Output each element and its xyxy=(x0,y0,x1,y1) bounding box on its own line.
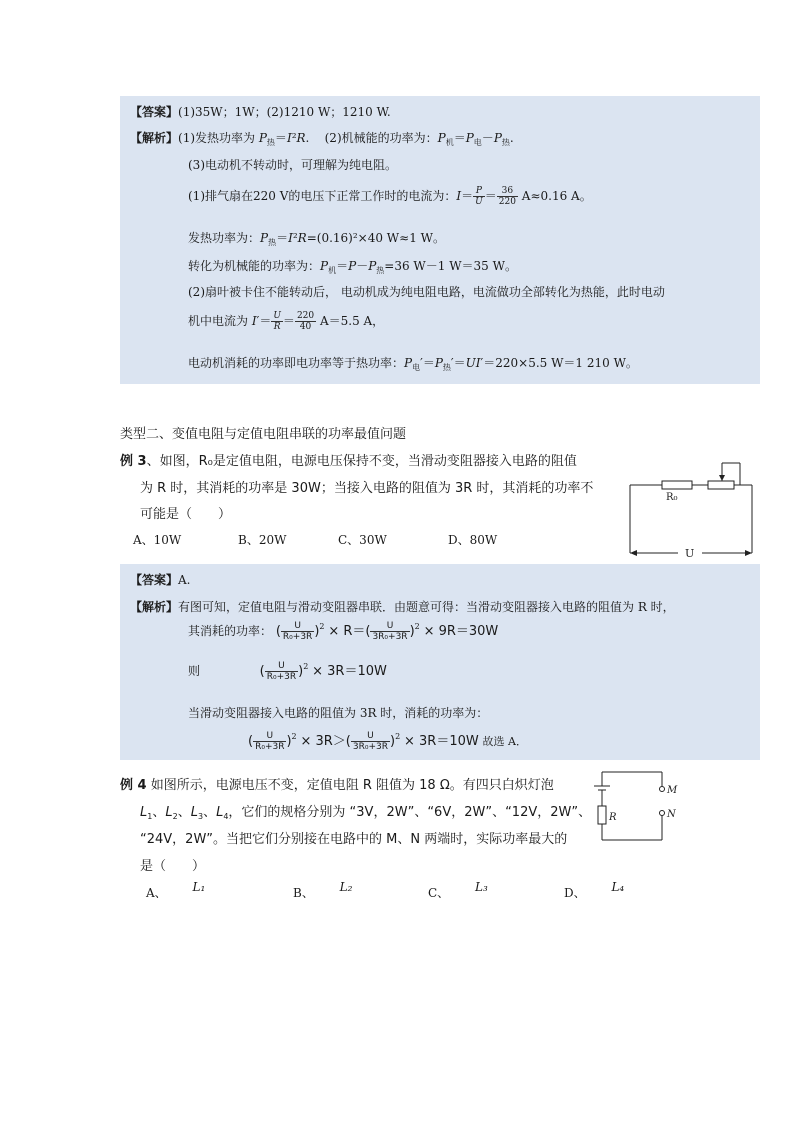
example3-line-1: 例 3、如图，R₀是定值电阻，电源电压保持不变，当滑动变阻器接入电路的阻值 xyxy=(120,454,577,469)
analysis-label: 【解析】 xyxy=(130,131,179,145)
example3-line-3: 可能是（ ） xyxy=(140,507,232,522)
analysis-line-4: 发热功率为：$P_热=I^2R=(0.16)^2\times 40$ W≈1 W。 xyxy=(188,231,445,247)
section-title: 类型二、变值电阻与定值电阻串联的功率最值问题 xyxy=(120,427,407,442)
slider-arrow-icon xyxy=(719,475,725,481)
analysis3-line-1: 【解析】有图可知，定值电阻与滑动变阻器串联．由题意可得：当滑动变阻器接入电路的阻值为 R 时， xyxy=(130,600,675,614)
answer-text: (1)35W；1W；(2)1210 W；1210 W. xyxy=(178,105,391,119)
answer3-line: 【答案】A. xyxy=(130,573,191,587)
fixed-resistor-r0 xyxy=(662,481,692,489)
example4-label: 例 4 xyxy=(120,778,147,793)
analysis3-line-3: 则 ( $\frac{U}{\text{R₀+3R}}$ )$^2$ × 3R＝10W xyxy=(188,661,387,682)
circuit-label-r: R xyxy=(609,812,617,823)
resistor-r xyxy=(598,806,606,824)
example4-option-c: C、 L₃ xyxy=(428,880,488,900)
example4-line-4: 是（ ） xyxy=(140,859,206,874)
example3-option-b: B、20W xyxy=(238,533,287,547)
example3-label: 例 3 xyxy=(120,454,147,469)
example3-line-2: 为 R 时，其消耗的功率是 30W；当接入电路的阻值为 3R 时，其消耗的功率不 xyxy=(140,481,594,496)
circuit-label-n: N xyxy=(667,809,676,820)
analysis-line-3: (1)排气扇在220 V的电压下正常工作时的电流为：I＝ $\frac{P}{U}$ ＝ $\frac{36}{220}$ A≈0.16 A。 xyxy=(188,186,592,207)
example3-option-d: D、80W xyxy=(448,533,498,547)
example3-circuit-diagram xyxy=(622,455,762,563)
analysis-line-2: (3)电动机不转动时，可理解为纯电阻。 xyxy=(188,158,397,172)
example4-line-3: “24V，2W”。当把它们分别接在电路中的 M、N 两端时，实际功率最大的 xyxy=(140,832,568,847)
example4-line-2: $L_1$、$L_2$、$L_3$、$L_4$，它们的规格分别为 “3V，2W”、“6V，2W”、“12V，2W”、 xyxy=(140,805,592,821)
arrow-right-icon xyxy=(745,550,752,556)
circuit-label-r0: R₀ xyxy=(666,492,678,503)
example4-option-b: B、 L₂ xyxy=(293,880,353,900)
analysis3-line-4: 当滑动变阻器接入电路的阻值为 3R 时，消耗的功率为： xyxy=(188,706,489,720)
analysis3-line-5: ( $\frac{U}{\text{R₀+3R}}$ )$^2$ × 3R＞( $\frac{U}{\text{3R₀+3R}}$ )$^2$ × 3R＝10W 故选 A． xyxy=(248,731,527,752)
example3-option-a: A、10W xyxy=(133,533,182,547)
answer-label: 【答案】 xyxy=(130,105,179,119)
circuit-label-m: M xyxy=(667,785,678,796)
example4-option-d: D、 L₄ xyxy=(564,880,625,900)
terminal-n xyxy=(660,811,665,816)
analysis-line-7: 机中电流为 I′＝ $\frac{U}{R}$ ＝ $\frac{220}{40}$ A＝5.5 A， xyxy=(188,311,385,332)
analysis-line-8: 电动机消耗的功率即电功率等于热功率：$P_电'=P_热'=UI'=220\times 5.5$ W＝1 210 W。 xyxy=(188,356,638,372)
analysis-line-6: (2)扇叶被卡住不能转动后， 电动机成为纯电阻电路，电流做功全部转化为热能，此时电动 xyxy=(188,285,665,299)
analysis-line-1: 【解析】(1)发热功率为 $P_热=I^2R$. (2)机械能的功率为：$P_机=P_电-P_热$. xyxy=(130,131,514,147)
sliding-rheostat xyxy=(708,481,734,489)
answer-line-1 xyxy=(130,103,391,120)
analysis3-line-2: 其消耗的功率： ( $\frac{U}{\text{R₀+3R}}$ )$^2$ × R＝( $\frac{U}{\text{3R₀+3R}}$ )$^2$ × 9R＝30W xyxy=(188,621,499,642)
circuit-label-u: U xyxy=(685,547,695,560)
analysis-line-5: 转化为机械能的功率为：$P_机=P-P_热=36$ W－1 W＝35 W。 xyxy=(188,259,517,275)
arrow-left-icon xyxy=(630,550,637,556)
example3-option-c: C、30W xyxy=(338,533,387,547)
example4-option-a: A、 L₁ xyxy=(146,880,206,900)
example4-circuit-diagram xyxy=(588,768,678,846)
example4-line-1: 例 4 如图所示，电源电压不变，定值电阻 R 阻值为 18 Ω。有四只白炽灯泡 xyxy=(120,778,554,793)
terminal-m xyxy=(660,787,665,792)
